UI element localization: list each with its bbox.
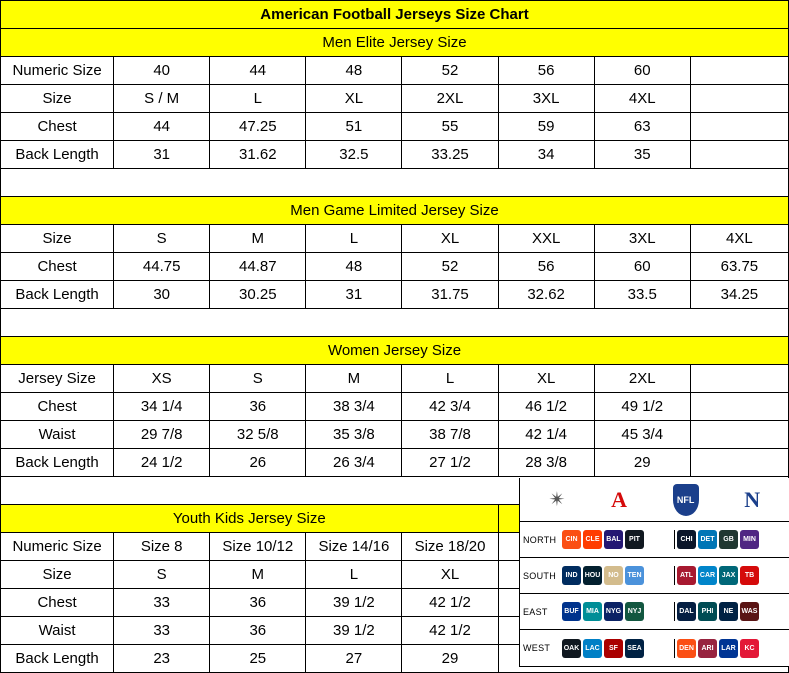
- team-logo-icon: WAS: [740, 602, 759, 621]
- row-value: 31: [114, 141, 210, 169]
- row-value: 4XL: [594, 85, 690, 113]
- row-value: 48: [306, 57, 402, 85]
- table-row: [1, 449, 789, 477]
- row-label: Back Length: [1, 281, 114, 309]
- team-logo-icon: GB: [719, 530, 738, 549]
- team-logo-icon: OAK: [562, 639, 581, 658]
- row-value: 60: [594, 57, 690, 85]
- division-label: SOUTH: [523, 570, 556, 581]
- row-value: 55: [402, 113, 498, 141]
- team-logo-icon: MIN: [740, 530, 759, 549]
- row-value: 31.75: [402, 281, 498, 309]
- table-row: [1, 421, 789, 449]
- row-label: Back Length: [1, 645, 114, 673]
- empty-cell: [690, 85, 788, 113]
- row-label: Chest: [1, 393, 114, 421]
- team-logo-icon: SEA: [625, 639, 644, 658]
- row-label: Size: [1, 561, 114, 589]
- table-row: [1, 225, 789, 253]
- division-row: [520, 630, 789, 666]
- row-value: 42 3/4: [402, 393, 498, 421]
- team-logo-icon: BUF: [562, 602, 581, 621]
- row-value: S: [114, 561, 210, 589]
- row-value: 27: [306, 645, 402, 673]
- team-logo-icon: CIN: [562, 530, 581, 549]
- row-value: 39 1/2: [306, 617, 402, 645]
- team-logo-icon: ATL: [677, 566, 696, 585]
- league-logos-row: [520, 478, 789, 522]
- team-logo-icon: CAR: [698, 566, 717, 585]
- row-value: 27 1/2: [402, 449, 498, 477]
- empty-cell: [690, 393, 788, 421]
- row-value: 39 1/2: [306, 589, 402, 617]
- row-value: 34 1/4: [114, 393, 210, 421]
- row-value: 3XL: [594, 225, 690, 253]
- nfc-teams: [675, 530, 789, 549]
- team-logo-icon: PIT: [625, 530, 644, 549]
- row-value: 35 3/8: [306, 421, 402, 449]
- team-logo-icon: TB: [740, 566, 759, 585]
- afc-teams: [560, 639, 675, 658]
- row-value: M: [210, 225, 306, 253]
- row-value: 59: [498, 113, 594, 141]
- row-label: Back Length: [1, 141, 114, 169]
- row-value: 29: [594, 449, 690, 477]
- row-value: 51: [306, 113, 402, 141]
- section-spacer: [1, 309, 789, 337]
- empty-cell: [690, 449, 788, 477]
- row-value: 30.25: [210, 281, 306, 309]
- row-value: 48: [306, 253, 402, 281]
- team-logo-icon: DET: [698, 530, 717, 549]
- team-logo-icon: ARI: [698, 639, 717, 658]
- table-row: [1, 281, 789, 309]
- row-value: XS: [114, 365, 210, 393]
- row-value: L: [402, 365, 498, 393]
- team-logo-icon: LAR: [719, 639, 738, 658]
- table-row: [1, 57, 789, 85]
- row-value: S: [210, 365, 306, 393]
- row-value: L: [306, 225, 402, 253]
- row-value: 36: [210, 393, 306, 421]
- row-value: 30: [114, 281, 210, 309]
- row-label: Chest: [1, 589, 114, 617]
- row-value: XL: [402, 225, 498, 253]
- division-label: NORTH: [523, 534, 557, 545]
- row-value: 42 1/4: [498, 421, 594, 449]
- team-logo-icon: DAL: [677, 602, 696, 621]
- team-logo-icon: NYJ: [625, 602, 644, 621]
- team-logo-icon: CLE: [583, 530, 602, 549]
- row-value: M: [210, 561, 306, 589]
- row-value: 33.5: [594, 281, 690, 309]
- division-row: [520, 594, 789, 630]
- row-label: Chest: [1, 253, 114, 281]
- row-value: 35: [594, 141, 690, 169]
- empty-cell: [690, 141, 788, 169]
- row-label: Size: [1, 225, 114, 253]
- team-logo-icon: NYG: [604, 602, 623, 621]
- row-value: 31.62: [210, 141, 306, 169]
- row-value: 3XL: [498, 85, 594, 113]
- row-value: 34: [498, 141, 594, 169]
- afc-logo-icon: A: [611, 486, 628, 512]
- nfl-shield-icon: NFL: [673, 484, 699, 516]
- row-value: 33: [114, 617, 210, 645]
- row-value: 42 1/2: [402, 589, 498, 617]
- row-label: Waist: [1, 421, 114, 449]
- row-value: 24 1/2: [114, 449, 210, 477]
- row-value: 36: [210, 589, 306, 617]
- row-value: 46 1/2: [498, 393, 594, 421]
- row-value: XL: [306, 85, 402, 113]
- row-value: 33.25: [402, 141, 498, 169]
- row-value: 29: [402, 645, 498, 673]
- row-value: 44.75: [114, 253, 210, 281]
- table-row: [1, 393, 789, 421]
- team-logo-icon: MIA: [583, 602, 602, 621]
- empty-cell: [690, 57, 788, 85]
- row-value: 42 1/2: [402, 617, 498, 645]
- row-value: Size 18/20: [402, 533, 498, 561]
- row-label: Numeric Size: [1, 57, 114, 85]
- table-row: [1, 365, 789, 393]
- row-value: 38 7/8: [402, 421, 498, 449]
- section-heading-row: [1, 337, 789, 365]
- row-value: 26 3/4: [306, 449, 402, 477]
- row-value: 38 3/4: [306, 393, 402, 421]
- row-value: 32.62: [498, 281, 594, 309]
- section-heading: Men Game Limited Jersey Size: [1, 197, 789, 225]
- team-logo-icon: NE: [719, 602, 738, 621]
- row-value: XL: [498, 365, 594, 393]
- row-label: Chest: [1, 113, 114, 141]
- row-value: Size 14/16: [306, 533, 402, 561]
- nfl-team-logos-panel: [519, 478, 789, 667]
- row-value: 25: [210, 645, 306, 673]
- division-row: [520, 522, 789, 558]
- row-value: S / M: [114, 85, 210, 113]
- chart-title-row: [1, 1, 789, 29]
- row-value: 47.25: [210, 113, 306, 141]
- row-value: 60: [594, 253, 690, 281]
- afc-teams: [560, 530, 675, 549]
- row-value: 52: [402, 57, 498, 85]
- section-spacer: [1, 169, 789, 197]
- table-row: [1, 113, 789, 141]
- row-value: 34.25: [690, 281, 788, 309]
- row-value: 56: [498, 253, 594, 281]
- nfc-teams: [675, 566, 789, 585]
- row-value: Size 10/12: [210, 533, 306, 561]
- row-value: 44: [114, 113, 210, 141]
- nfc-teams: [675, 602, 789, 621]
- team-logo-icon: LAC: [583, 639, 602, 658]
- row-value: 45 3/4: [594, 421, 690, 449]
- row-value: Size 8: [114, 533, 210, 561]
- team-logo-icon: SF: [604, 639, 623, 658]
- division-rows: [520, 522, 789, 666]
- row-value: 49 1/2: [594, 393, 690, 421]
- section-heading: Men Elite Jersey Size: [1, 29, 789, 57]
- empty-cell: [690, 113, 788, 141]
- row-value: 26: [210, 449, 306, 477]
- division-label: EAST: [523, 606, 548, 617]
- row-value: 32.5: [306, 141, 402, 169]
- row-label: Waist: [1, 617, 114, 645]
- team-logo-icon: IND: [562, 566, 581, 585]
- row-value: 63.75: [690, 253, 788, 281]
- team-logo-icon: NO: [604, 566, 623, 585]
- team-logo-icon: PHI: [698, 602, 717, 621]
- table-row: [1, 141, 789, 169]
- spacer-cell: [1, 309, 789, 337]
- row-label: Size: [1, 85, 114, 113]
- row-value: 28 3/8: [498, 449, 594, 477]
- row-value: L: [210, 85, 306, 113]
- row-value: 2XL: [402, 85, 498, 113]
- section-heading: Women Jersey Size: [1, 337, 789, 365]
- team-logo-icon: JAX: [719, 566, 738, 585]
- row-label: Back Length: [1, 449, 114, 477]
- row-value: L: [306, 561, 402, 589]
- team-logo-icon: HOU: [583, 566, 602, 585]
- team-logo-icon: BAL: [604, 530, 623, 549]
- row-label: Numeric Size: [1, 533, 114, 561]
- row-value: 52: [402, 253, 498, 281]
- team-logo-icon: TEN: [625, 566, 644, 585]
- row-label: Jersey Size: [1, 365, 114, 393]
- row-value: 23: [114, 645, 210, 673]
- nfl-star-icon: ✴: [548, 489, 566, 511]
- chart-title: American Football Jerseys Size Chart: [1, 1, 789, 29]
- section-heading: Youth Kids Jersey Size: [1, 505, 499, 533]
- row-value: M: [306, 365, 402, 393]
- section-heading-row: [1, 29, 789, 57]
- empty-cell: [690, 421, 788, 449]
- team-logo-icon: CHI: [677, 530, 696, 549]
- afc-teams: [560, 566, 675, 585]
- division-row: [520, 558, 789, 594]
- row-value: S: [114, 225, 210, 253]
- division-label: WEST: [523, 643, 551, 653]
- row-value: 44: [210, 57, 306, 85]
- row-value: 63: [594, 113, 690, 141]
- row-value: XXL: [498, 225, 594, 253]
- row-value: 56: [498, 57, 594, 85]
- team-logo-icon: DEN: [677, 639, 696, 658]
- row-value: 44.87: [210, 253, 306, 281]
- row-value: 2XL: [594, 365, 690, 393]
- empty-cell: [690, 365, 788, 393]
- row-value: 33: [114, 589, 210, 617]
- section-heading-row: [1, 197, 789, 225]
- table-row: [1, 85, 789, 113]
- nfc-teams: [675, 639, 789, 658]
- afc-teams: [560, 602, 675, 621]
- row-value: XL: [402, 561, 498, 589]
- nfc-logo-icon: N: [744, 486, 761, 512]
- row-value: 4XL: [690, 225, 788, 253]
- table-row: [1, 253, 789, 281]
- row-value: 31: [306, 281, 402, 309]
- row-value: 40: [114, 57, 210, 85]
- row-value: 32 5/8: [210, 421, 306, 449]
- spacer-cell: [1, 169, 789, 197]
- team-logo-icon: KC: [740, 639, 759, 658]
- row-value: 29 7/8: [114, 421, 210, 449]
- row-value: 36: [210, 617, 306, 645]
